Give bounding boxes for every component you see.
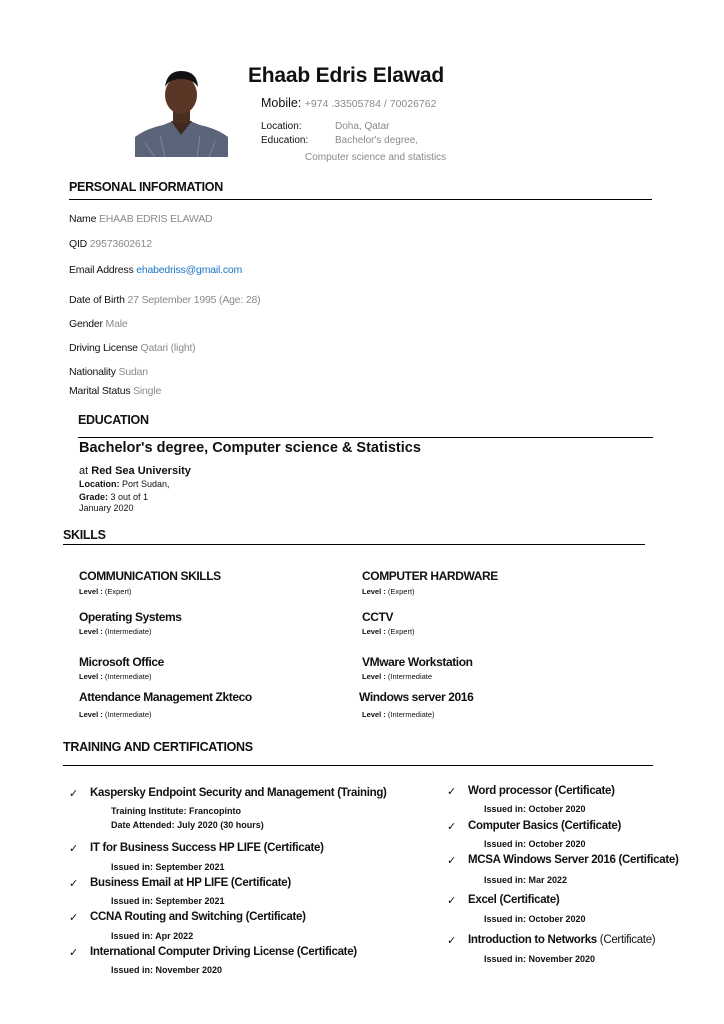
edu-location (79, 479, 170, 489)
field-value: Male (105, 318, 128, 330)
skill-level-value: (Expert) (387, 627, 415, 636)
cert-detail: Issued in: September 2021 (111, 862, 225, 872)
training-heading: TRAINING AND CERTIFICATIONS (63, 740, 253, 754)
field-qid (69, 238, 152, 250)
cert-title: CCNA Routing and Switching (Certificate) (90, 911, 306, 923)
skill-level-value: (Intermediate) (104, 710, 152, 719)
edu-location-value: Port Sudan, (122, 479, 170, 489)
check-icon: ✓ (447, 855, 457, 867)
skill-level (79, 672, 152, 681)
field-dob (69, 294, 260, 306)
skill-name: COMPUTER HARDWARE (362, 569, 498, 583)
cert-title: IT for Business Success HP LIFE (Certificate) (90, 842, 324, 854)
edu-grade-value: 3 out of 1 (110, 492, 149, 502)
skills-divider (63, 544, 645, 545)
cert-title: Excel (Certificate) (468, 894, 560, 906)
cert-title: Kaspersky Endpoint Security and Management (Training) (90, 787, 387, 799)
skill-name: Windows server 2016 (359, 690, 474, 704)
candidate-name: Ehaab Edris Elawad (248, 64, 444, 87)
cert-detail: Date Attended: July 2020 (30 hours) (111, 820, 264, 830)
personal-info-heading: PERSONAL INFORMATION (69, 180, 223, 194)
at-label: at (79, 465, 89, 477)
field-label: QID (69, 238, 88, 250)
skill-level-label: Level : (362, 627, 386, 636)
skill-level-label: Level : (79, 672, 103, 681)
cert-title: International Computer Driving License (Certificate) (90, 946, 357, 958)
edu-grade (79, 492, 148, 502)
check-icon: ✓ (447, 895, 457, 907)
email-link[interactable]: ehabedriss@gmail.com (136, 264, 243, 276)
field-value: Qatari (light) (140, 342, 196, 354)
skill-level (362, 627, 415, 636)
field-name (69, 213, 212, 225)
field-marital-status (69, 385, 161, 397)
skill-level-value: (Intermediate) (387, 710, 435, 719)
location-label: Location: (261, 121, 302, 132)
skill-level (79, 627, 152, 636)
education-heading: EDUCATION (78, 413, 149, 427)
cert-title-suffix: (Certificate) (599, 934, 656, 946)
skill-level (362, 587, 415, 596)
training-divider (63, 765, 653, 766)
education-divider (78, 437, 653, 438)
degree-title: Bachelor's degree, Computer science & Statistics (79, 440, 421, 456)
skill-level-label: Level : (362, 672, 386, 681)
field-label: Nationality (69, 366, 116, 378)
cert-detail: Issued in: November 2020 (484, 954, 596, 964)
skill-level-value: (Expert) (104, 587, 132, 596)
field-value: Sudan (118, 366, 148, 378)
cert-detail: Issued in: September 2021 (111, 896, 225, 906)
education-value: Bachelor's degree, (335, 135, 419, 146)
field-value: Single (133, 385, 162, 397)
cert-title: MCSA Windows Server 2016 (Certificate) (468, 854, 679, 866)
cert-detail: Issued in: October 2020 (484, 914, 586, 924)
field-label: Name (69, 213, 97, 225)
skill-level-value: (Expert) (387, 587, 415, 596)
skill-name: Operating Systems (79, 610, 182, 624)
skill-level-value: (Intermediate) (104, 627, 152, 636)
skill-level-label: Level : (79, 710, 103, 719)
university-name: Red Sea University (91, 465, 191, 477)
skill-level (362, 672, 432, 681)
edu-date: January 2020 (79, 503, 134, 513)
mobile-value: +974 .33505784 / 70026762 (304, 98, 437, 110)
field-driving-license (69, 342, 195, 354)
check-icon: ✓ (69, 947, 79, 959)
check-icon: ✓ (447, 935, 457, 947)
skill-level-label: Level : (362, 710, 386, 719)
field-value: EHAAB EDRIS ELAWAD (98, 213, 213, 225)
check-icon: ✓ (447, 821, 457, 833)
skill-level-label: Level : (362, 587, 386, 596)
skill-level-value: (Intermediate) (104, 672, 152, 681)
skill-level-label: Level : (79, 587, 103, 596)
skills-heading: SKILLS (63, 528, 106, 542)
cert-detail: Issued in: Apr 2022 (111, 931, 194, 941)
edu-location-label: Location: (79, 479, 120, 489)
education-label: Education: (261, 135, 309, 146)
skill-name: Attendance Management Zkteco (79, 690, 252, 704)
field-nationality (69, 366, 148, 378)
personal-info-divider (69, 199, 652, 200)
skill-level (79, 587, 132, 596)
university-line (79, 465, 191, 477)
mobile-line (261, 96, 436, 110)
cert-detail: Issued in: November 2020 (111, 965, 223, 975)
cert-title: Business Email at HP LIFE (Certificate) (90, 877, 291, 889)
cert-detail: Training Institute: Francopinto (111, 806, 241, 816)
skill-level (79, 710, 152, 719)
edu-grade-label: Grade: (79, 492, 109, 502)
field-value: 29573602612 (89, 238, 152, 250)
cert-title: Computer Basics (Certificate) (468, 820, 621, 832)
field-gender (69, 318, 128, 330)
cert-detail: Issued in: Mar 2022 (484, 875, 568, 885)
skill-name: COMMUNICATION SKILLS (79, 569, 221, 583)
cert-detail: Issued in: October 2020 (484, 839, 586, 849)
field-value: 27 September 1995 (Age: 28) (127, 294, 261, 306)
cert-title-line (468, 934, 655, 946)
cert-title: Word processor (Certificate) (468, 785, 615, 797)
mobile-label: Mobile: (261, 96, 302, 110)
skill-level-label: Level : (79, 627, 103, 636)
skill-level (362, 710, 435, 719)
skill-name: Microsoft Office (79, 655, 164, 669)
skill-name: CCTV (362, 610, 394, 624)
field-label: Email Address (69, 264, 134, 276)
check-icon: ✓ (69, 788, 79, 800)
field-label: Driving License (69, 342, 138, 354)
cert-title: Introduction to Networks (468, 934, 597, 946)
check-icon: ✓ (447, 786, 457, 798)
education-value-line2: Computer science and statistics (305, 152, 447, 163)
skill-level-value: (Intermediate (387, 672, 433, 681)
check-icon: ✓ (69, 912, 79, 924)
location-value: Doha, Qatar (335, 121, 390, 132)
check-icon: ✓ (69, 843, 79, 855)
field-email (69, 264, 242, 276)
field-label: Marital Status (69, 385, 131, 397)
check-icon: ✓ (69, 878, 79, 890)
field-label: Gender (69, 318, 103, 330)
cert-detail: Issued in: October 2020 (484, 804, 586, 814)
field-label: Date of Birth (69, 294, 125, 306)
skill-name: VMware Workstation (362, 655, 473, 669)
profile-photo (135, 65, 228, 157)
